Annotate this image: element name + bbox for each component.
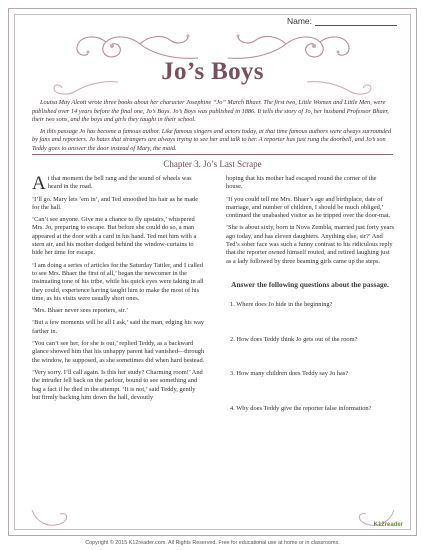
story-paragraph: ‘Can’t see anyone. Give me a chance to fly upstairs,’ whispered Mrs. Jo, preparing to escape. But before she could do so, a man appeared at the door with a card in his hand. Ted met him with a stern air, and his mother dodged behind the window-curtains to bide her time for escape.: [32, 216, 197, 257]
intro-text: [32, 99, 393, 157]
story-column-left: [32, 175, 205, 406]
story-column-right: [226, 175, 394, 413]
story-paragraph: At that moment the bell rang and the sound of wheels was heard in the road.: [32, 173, 192, 194]
question-item: [230, 405, 394, 413]
question-text: 2. How does Teddy think Jo gets out of the room?: [230, 335, 358, 343]
question-item: [230, 301, 394, 309]
divider: [32, 154, 393, 155]
story-paragraph: ‘She is about sixty, born in Nova Zembla, married just forty years ago today, and has eleven daughters. Anything else, sir?’ And Ted’s sober face was such a funny contrast to his ridiculous reply that the reporter owned himself routed, and retired laughing just as a lady followed by three beaming girls came up the steps.: [226, 224, 395, 265]
intro-paragraph: Louisa May Alcott wrote three books about her character Josephine “Jo” March Bhaer. The first two, Little Women and Little Men, were published over 14 years before the final one, Jo’s Boys. Jo’s Boys was published in 1886. It tells the story of Jo, her husband Professor Bhaer, their two sons, and the boys and girls they taught in their school.: [32, 99, 389, 124]
story-paragraph: ‘I am doing a series of articles for the Saturday Tattler, and I called to see Mrs. Bhaer the first of all,’ began the newcomer in the insinuating tone of his tribe, while his quick eyes were taking in all they could, experience having taught him to make the most of his time, as his visits were usually short ones.: [32, 261, 204, 302]
brand-logo: K12reader: [373, 522, 403, 528]
copyright-footer: Copyright © 2015 K12reader.com. All Rights Reserved. Free for educational use at home or in classrooms.: [85, 540, 340, 546]
story-paragraph: ‘If you could tell me Mrs. Bhaer’s age and birthplace, date of marriage, and number of children, I should be much obliged,’ continued the unabashed visitor as he tripped over the door-mat.: [226, 195, 391, 220]
drop-cap: A: [32, 173, 46, 194]
question-item: [230, 336, 394, 344]
question-text: 4. Why does Teddy give the reporter false information?: [230, 404, 372, 412]
name-line: [287, 16, 397, 26]
swirl-footer-left-icon: [30, 508, 90, 530]
story-paragraph: hoping that his mother had escaped round the corner of the house.: [226, 175, 377, 191]
story-paragraph: ‘But a few moments will be all I ask,’ said the man, edging his way farther in.: [32, 319, 205, 335]
name-field[interactable]: [315, 17, 397, 26]
story-paragraph: ‘Very sorry. I’ll call again. Is this her study? Charming room!’ And the intruder fell back on the parlour, bound to see something and bag a fact if he died in the attempt. ‘It is not,’ said Teddy, gently but firmly backing him down the hall, devoutly: [32, 368, 203, 401]
story-paragraph: ‘Mrs. Bhaer never sees reporters, sir.’: [32, 307, 129, 315]
question-text: 3. How many children does Teddy say Jo has?: [230, 370, 349, 378]
page-title: Jo’s Boys: [161, 58, 264, 85]
story-paragraph: ‘I’ll go. Mary lets ’em in’, and Ted smoothed his hair as he made for the hall.: [32, 195, 199, 211]
question-item: [230, 370, 394, 378]
question-text: 1. Where does Jo hide in the beginning?: [230, 301, 333, 309]
name-label: Name:: [286, 16, 312, 26]
story-paragraph: ‘You can’t see her, for she is out,’ replied Teddy, as a backward glance showed him that his unhappy parent had vanished—through the window, he supposed, as she sometimes did when hard bestead.: [32, 340, 205, 364]
questions-heading: Answer the following questions about the passage.: [231, 279, 389, 289]
intro-paragraph: In this passage Jo has become a famous author. Like famous singers and actors today, at that time famous authors were always surrounded by fans and reporters. Jo hates that strangers are always trying to see her and talk to her. A reporter has just rung the doorbell, and Jo’s son Teddy goes to answer the door instead of Mary, the maid.: [32, 127, 392, 152]
chapter-title: Chapter 3. Jo’s Last Scrape: [163, 159, 262, 169]
